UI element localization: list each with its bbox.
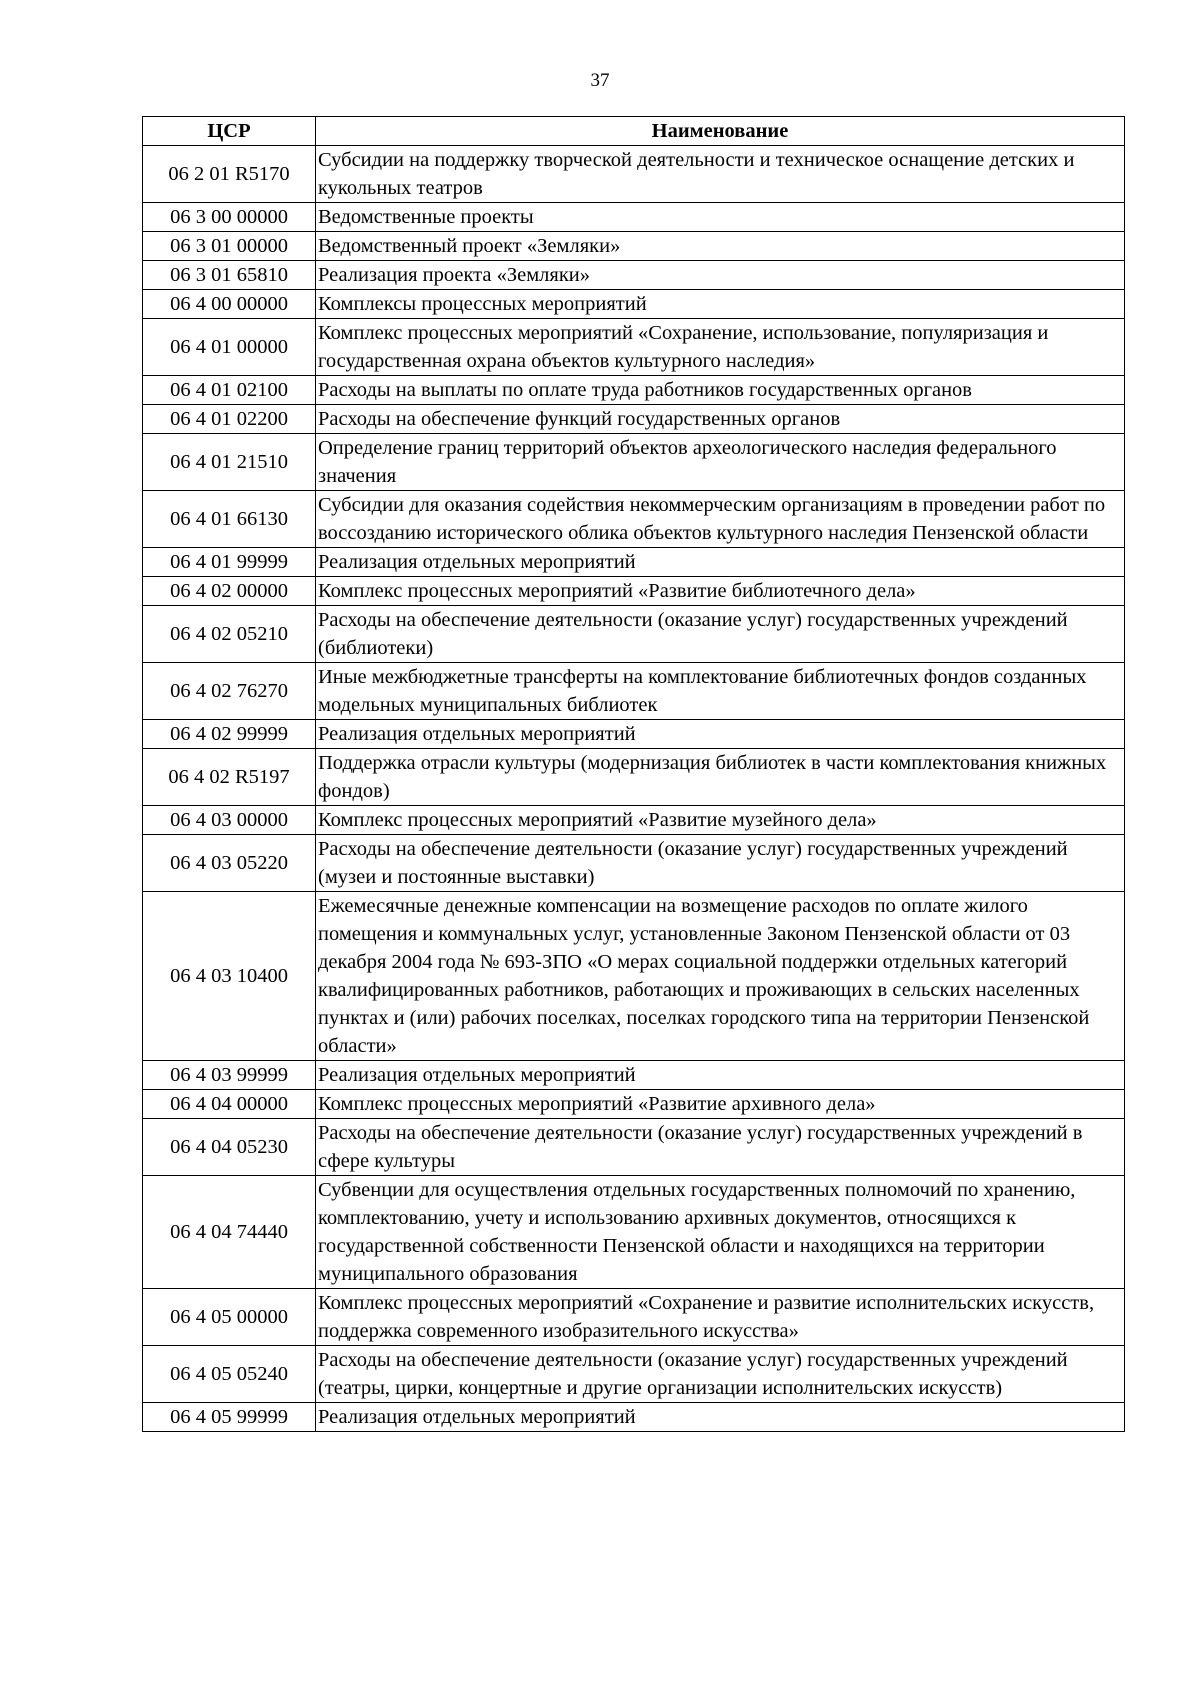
table-row [143, 1346, 1125, 1403]
row-code: 06 3 00 00000 [143, 203, 316, 232]
row-name: Комплекс процессных мероприятий «Сохранение, использование, популяризация и государственная охрана объектов культурного наследия» [316, 319, 1125, 376]
table-row [143, 261, 1125, 290]
table-row [143, 376, 1125, 405]
table-row [143, 606, 1125, 663]
table-row [143, 1061, 1125, 1090]
header-code: ЦСР [143, 117, 316, 146]
table-row [143, 146, 1125, 203]
row-name: Реализация отдельных мероприятий [316, 1403, 1125, 1432]
row-code: 06 2 01 R5170 [143, 146, 316, 203]
row-code: 06 4 04 74440 [143, 1176, 316, 1289]
row-name: Расходы на выплаты по оплате труда работников государственных органов [316, 376, 1125, 405]
row-code: 06 4 01 66130 [143, 491, 316, 548]
row-name: Комплекс процессных мероприятий «Развитие музейного дела» [316, 806, 1125, 835]
row-code: 06 4 03 05220 [143, 835, 316, 892]
row-code: 06 4 04 05230 [143, 1119, 316, 1176]
row-name: Субвенции для осуществления отдельных государственных полномочий по хранению, комплектованию, учету и использованию архивных документов, относящихся к государственной собственности Пензенской области и находящихся на территории муниципального образования [316, 1176, 1125, 1289]
table-row [143, 434, 1125, 491]
header-name: Наименование [316, 117, 1125, 146]
row-name: Расходы на обеспечение деятельности (оказание услуг) государственных учреждений (театры, цирки, концертные и другие организации исполнительских искусств) [316, 1346, 1125, 1403]
table-row [143, 1119, 1125, 1176]
table-row [143, 1403, 1125, 1432]
table-row [143, 548, 1125, 577]
row-code: 06 4 03 99999 [143, 1061, 316, 1090]
table-row [143, 1176, 1125, 1289]
row-name: Комплексы процессных мероприятий [316, 290, 1125, 319]
row-name: Реализация проекта «Земляки» [316, 261, 1125, 290]
row-code: 06 4 01 02100 [143, 376, 316, 405]
table-row [143, 232, 1125, 261]
row-name: Субсидии на поддержку творческой деятельности и техническое оснащение детских и кукольных театров [316, 146, 1125, 203]
table-row [143, 1090, 1125, 1119]
table-row [143, 491, 1125, 548]
row-code: 06 4 03 00000 [143, 806, 316, 835]
row-code: 06 4 01 02200 [143, 405, 316, 434]
row-code: 06 3 01 65810 [143, 261, 316, 290]
table-row [143, 663, 1125, 720]
row-code: 06 4 05 05240 [143, 1346, 316, 1403]
page-number: 37 [590, 70, 610, 91]
row-name: Расходы на обеспечение деятельности (оказание услуг) государственных учреждений в сфере культуры [316, 1119, 1125, 1176]
row-name: Комплекс процессных мероприятий «Развитие библиотечного дела» [316, 577, 1125, 606]
row-name: Субсидии для оказания содействия некоммерческим организациям в проведении работ по воссозданию исторического облика объектов культурного наследия Пензенской области [316, 491, 1125, 548]
table-row [143, 806, 1125, 835]
row-name: Ведомственный проект «Земляки» [316, 232, 1125, 261]
table-row [143, 892, 1125, 1061]
row-name: Расходы на обеспечение деятельности (оказание услуг) государственных учреждений (библиотеки) [316, 606, 1125, 663]
row-code: 06 4 03 10400 [143, 892, 316, 1061]
row-code: 06 4 01 00000 [143, 319, 316, 376]
budget-classification-table [142, 116, 1125, 1432]
row-code: 06 4 02 76270 [143, 663, 316, 720]
row-name: Иные межбюджетные трансферты на комплектование библиотечных фондов созданных модельных муниципальных библиотек [316, 663, 1125, 720]
row-code: 06 4 01 99999 [143, 548, 316, 577]
row-name: Ежемесячные денежные компенсации на возмещение расходов по оплате жилого помещения и коммунальных услуг, установленные Законом Пензенской области от 03 декабря 2004 года № 693-ЗПО «О мерах социальной поддержки отдельных категорий квалифицированных работников, работающих и проживающих в сельских населенных пунктах и (или) рабочих поселках, поселках городского типа на территории Пензенской области» [316, 892, 1125, 1061]
table-body [143, 146, 1125, 1432]
row-name: Комплекс процессных мероприятий «Сохранение и развитие исполнительских искусств, поддержка современного изобразительного искусства» [316, 1289, 1125, 1346]
row-code: 06 4 00 00000 [143, 290, 316, 319]
table-row [143, 1289, 1125, 1346]
table-header-row [143, 117, 1125, 146]
row-name: Ведомственные проекты [316, 203, 1125, 232]
row-name: Реализация отдельных мероприятий [316, 548, 1125, 577]
table-row [143, 835, 1125, 892]
row-code: 06 4 05 00000 [143, 1289, 316, 1346]
row-code: 06 4 01 21510 [143, 434, 316, 491]
table-row [143, 577, 1125, 606]
row-name: Расходы на обеспечение деятельности (оказание услуг) государственных учреждений (музеи и постоянные выставки) [316, 835, 1125, 892]
table-row [143, 720, 1125, 749]
row-name: Комплекс процессных мероприятий «Развитие архивного дела» [316, 1090, 1125, 1119]
row-code: 06 3 01 00000 [143, 232, 316, 261]
row-name: Реализация отдельных мероприятий [316, 1061, 1125, 1090]
table-row [143, 749, 1125, 806]
row-code: 06 4 04 00000 [143, 1090, 316, 1119]
table-row [143, 319, 1125, 376]
table-row [143, 203, 1125, 232]
row-code: 06 4 02 99999 [143, 720, 316, 749]
row-code: 06 4 02 05210 [143, 606, 316, 663]
table-row [143, 405, 1125, 434]
table-row [143, 290, 1125, 319]
row-name: Расходы на обеспечение функций государственных органов [316, 405, 1125, 434]
row-name: Определение границ территорий объектов археологического наследия федерального значения [316, 434, 1125, 491]
row-code: 06 4 05 99999 [143, 1403, 316, 1432]
row-code: 06 4 02 R5197 [143, 749, 316, 806]
row-name: Реализация отдельных мероприятий [316, 720, 1125, 749]
row-name: Поддержка отрасли культуры (модернизация библиотек в части комплектования книжных фондов) [316, 749, 1125, 806]
row-code: 06 4 02 00000 [143, 577, 316, 606]
